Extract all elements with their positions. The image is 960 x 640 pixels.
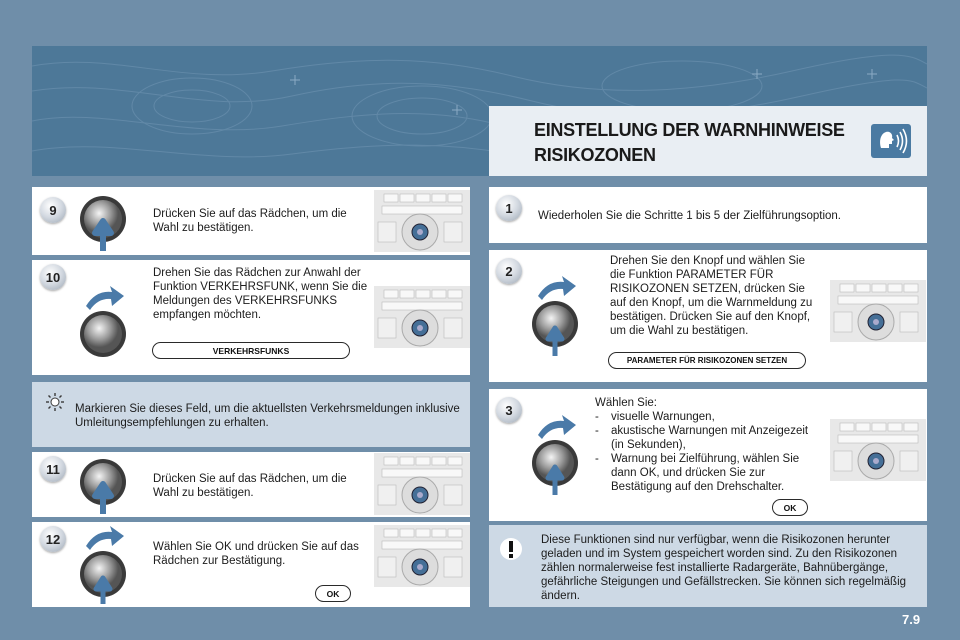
step-2-text: Drehen Sie den Knopf und wählen Sie die Funktion PARAMETER FÜR RISIKOZONEN SETZEN, drücken Sie auf den Knopf, um die Warnmeldung zu bestätigen. Drücken Sie auf den Knopf, um die Wahl zu bestätigen. — [610, 255, 813, 337]
note-text: Diese Funktionen sind nur verfügbar, wenn die Risikozonen herunter geladen und im System gespeichert worden sind. Zu den Risikozonen zählen normalerweise fest installierte Radargeräte, Bahnübergänge, gefährliche Steigungen und Gefällstrecken. Sie können sich regelmäßig ändern. — [541, 534, 907, 602]
step-3-intro: Wählen Sie: — [595, 397, 658, 409]
radio-control-illustration — [830, 280, 926, 344]
step-number-badge: 9 — [40, 197, 66, 223]
verkehrsfunk-button[interactable]: VERKEHRSFUNKS — [152, 342, 350, 359]
page-title: EINSTELLUNG DER WARNHINWEISE RISIKOZONEN — [534, 120, 845, 165]
list-item: - akustische Warnungen mit Anzeigezeit (in Sekunden), — [595, 425, 809, 451]
radio-control-illustration — [374, 286, 470, 350]
warning-exclamation-icon — [499, 537, 523, 561]
ok-button[interactable]: OK — [772, 499, 808, 516]
tip-text: Markieren Sie dieses Feld, um die aktuellsten Verkehrsmeldungen inklusive Umleitungsempfehlungen zu erhalten. — [75, 403, 460, 429]
voice-speaker-icon — [871, 124, 911, 158]
step-number-badge: 11 — [40, 456, 66, 482]
step-12-text: Wählen Sie OK und drücken Sie auf das Rädchen zur Bestätigung. — [153, 541, 359, 567]
knob-rotate-press-icon — [78, 524, 132, 611]
page-number: 7.9 — [902, 612, 921, 627]
step-3-panel — [489, 389, 927, 521]
radio-control-illustration — [374, 453, 470, 517]
knob-rotate-press-icon — [530, 413, 584, 502]
knob-press-icon — [78, 456, 128, 521]
step-number-badge: 1 — [496, 195, 522, 221]
step-number-badge: 2 — [496, 258, 522, 284]
radio-control-illustration — [830, 419, 926, 483]
step-number-badge: 3 — [496, 397, 522, 423]
title-box — [489, 106, 927, 176]
step-12-panel — [32, 522, 470, 607]
step-1-text: Wiederholen Sie die Schritte 1 bis 5 der Zielführungsoption. — [538, 210, 842, 222]
knob-rotate-icon — [78, 284, 132, 363]
knob-rotate-press-icon — [530, 274, 584, 363]
step-1-panel — [489, 187, 927, 243]
parameter-risikozonen-button[interactable]: PARAMETER FÜR RISIKOZONEN SETZEN — [608, 352, 806, 369]
ok-button[interactable]: OK — [315, 585, 351, 602]
step-11-panel — [32, 452, 470, 517]
tip-panel — [32, 382, 470, 447]
step-9-text: Drücken Sie auf das Rädchen, um die Wahl zu bestätigen. — [153, 208, 347, 234]
step-10-panel — [32, 260, 470, 375]
note-panel — [489, 525, 927, 607]
radio-control-illustration — [374, 190, 470, 254]
list-item: - Warnung bei Zielführung, wählen Sie dann OK, und drücken Sie zur Bestätigung auf den Drehschalter. — [595, 453, 800, 493]
radio-control-illustration — [374, 525, 470, 589]
step-10-text: Drehen Sie das Rädchen zur Anwahl der Funktion VERKEHRSFUNK, wenn Sie die Meldungen des VERKEHRSFUNKS empfangen möchten. — [153, 267, 368, 321]
step-9-panel — [32, 187, 470, 255]
knob-press-icon — [78, 193, 128, 258]
step-number-badge: 12 — [40, 526, 66, 552]
info-sun-icon — [45, 392, 65, 412]
step-3-text — [595, 396, 820, 494]
step-11-text: Drücken Sie auf das Rädchen, um die Wahl zu bestätigen. — [153, 473, 347, 499]
step-number-badge: 10 — [40, 264, 66, 290]
list-item: - visuelle Warnungen, — [595, 411, 715, 423]
step-2-panel — [489, 250, 927, 382]
